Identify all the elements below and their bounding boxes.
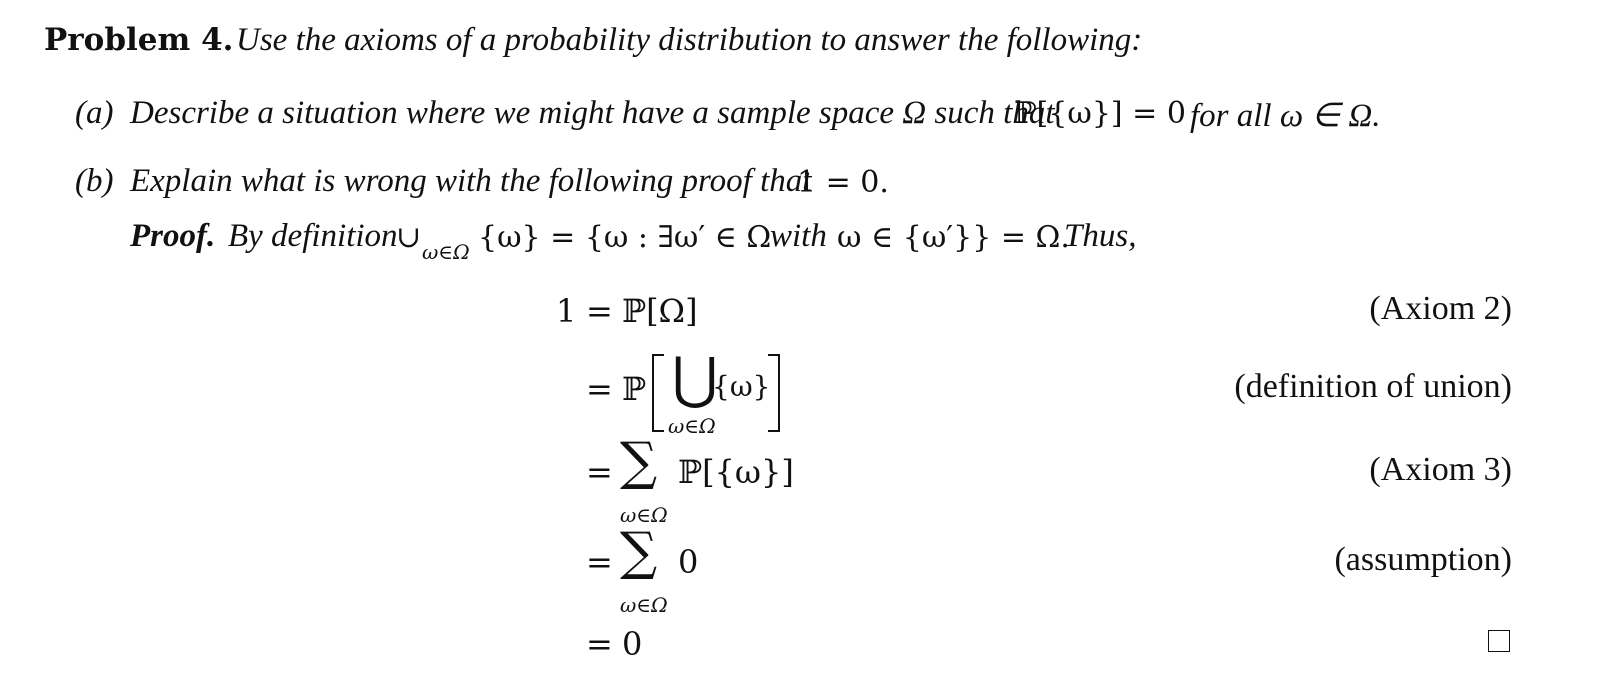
line1-equals: = [586, 292, 613, 330]
problem-label: Problem 4. [44, 22, 234, 58]
line4-subscript: ω∈Ω [620, 593, 668, 617]
with-text: with [770, 218, 827, 254]
part-b-math: 1 = 0. [797, 165, 889, 200]
part-a-tail: for all ω ∈ Ω. [1190, 98, 1381, 134]
line1-tag: (Axiom 2) [1369, 290, 1512, 327]
line4-body: 0 [678, 543, 699, 581]
line3-subscript: ω∈Ω [620, 503, 668, 527]
qed-box-icon [1488, 630, 1510, 652]
part-b-text: Explain what is wrong with the following proof that [130, 163, 812, 199]
problem-intro: Use the axioms of a probability distribution to answer the following: [236, 22, 1143, 58]
line4-equals: = [586, 543, 613, 581]
line2-tag: (definition of union) [1234, 368, 1512, 405]
part-b-label: (b) [75, 163, 114, 199]
union-subscript: ω∈Ω [422, 240, 470, 264]
sum-operator-1: ∑ [620, 432, 658, 492]
proof-label: Proof. [130, 218, 216, 254]
line2-body: {ω} [712, 370, 771, 403]
big-union-operator: ⋃ [672, 346, 718, 411]
part-a-label: (a) [75, 95, 114, 131]
sum-operator-2: ∑ [620, 522, 658, 582]
proof-text: By definition [228, 218, 398, 254]
line4-tag: (assumption) [1334, 541, 1512, 578]
union-body: {ω} = {ω : ∃ω′ ∈ Ω [478, 220, 772, 255]
line3-equals: = [586, 453, 613, 491]
union-symbol: ∪ [396, 220, 422, 255]
line3-body: ℙ[{ω}] [678, 453, 794, 491]
part-a-math: ℙ[{ω}] = 0 [1014, 96, 1186, 131]
line5-equals: = [586, 625, 613, 663]
line1-lhs: 1 [556, 292, 577, 330]
set-tail: ω ∈ {ω′}} = Ω. [837, 220, 1070, 255]
line2-equals: = [586, 370, 613, 408]
line2-subscript: ω∈Ω [668, 414, 716, 438]
left-bracket [652, 354, 664, 432]
right-bracket [768, 354, 780, 432]
line1-rhs: ℙ[Ω] [622, 292, 698, 330]
line2-P: ℙ [622, 370, 647, 408]
part-a-text: Describe a situation where we might have a sample space Ω such that [130, 95, 1055, 131]
line3-tag: (Axiom 3) [1369, 451, 1512, 488]
line5-rhs: 0 [622, 625, 643, 663]
thus-text: Thus, [1064, 218, 1137, 254]
